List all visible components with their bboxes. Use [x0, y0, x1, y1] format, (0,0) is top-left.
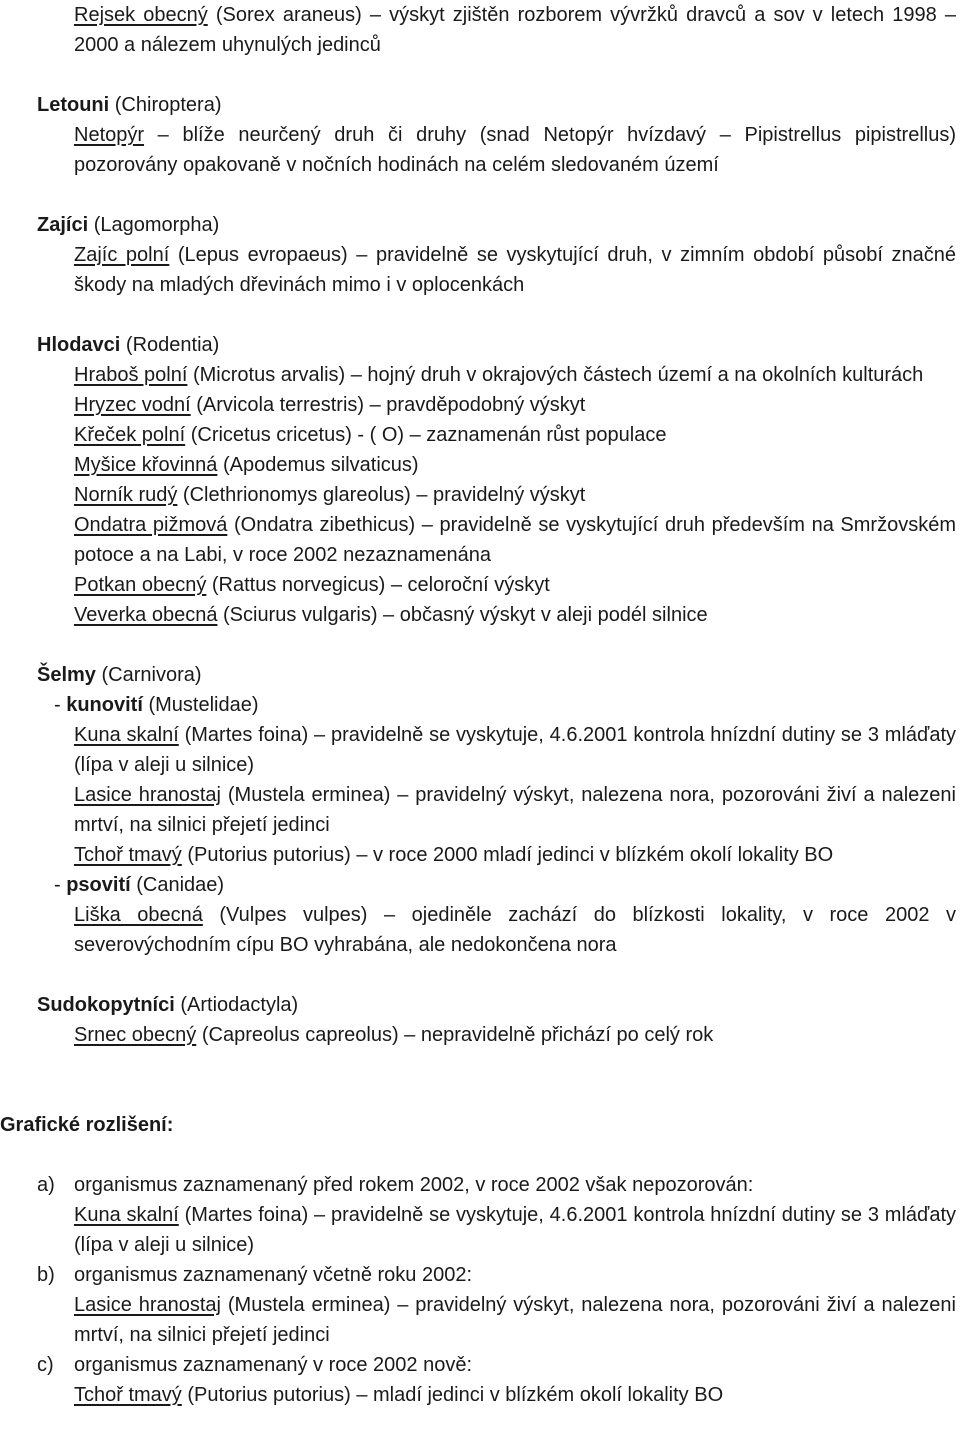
- list-label: b): [37, 1264, 55, 1286]
- subsection-heading-psoviti: - psovití (Canidae): [54, 874, 225, 896]
- species-entry: [0, 240, 960, 300]
- list-label: c): [37, 1354, 54, 1376]
- species-name: Myšice křovinná: [74, 454, 218, 476]
- species-entry-rejsek: [0, 0, 960, 60]
- species-entry: [0, 360, 960, 390]
- species-entry: [0, 510, 960, 570]
- species-name: Liška obecná: [74, 904, 203, 926]
- species-entry: [0, 570, 960, 600]
- species-description: (Mustela erminea) – pravidelný výskyt, nalezena nora, pozorováni živí a nalezeni mrtví, na silnici přejetí jedinci: [74, 784, 956, 836]
- species-entry: [0, 1020, 960, 1050]
- species-name: Veverka obecná: [74, 604, 218, 626]
- section-heading-zajici: Zajíci (Lagomorpha): [37, 214, 220, 236]
- species-name: Lasice hranostaj: [74, 784, 221, 806]
- species-name: Kuna skalní: [74, 1204, 179, 1226]
- list-label: a): [37, 1174, 55, 1196]
- legend-item-a: [0, 1170, 960, 1260]
- species-description: (Mustela erminea) – pravidelný výskyt, nalezena nora, pozorováni živí a nalezeni mrtví, na silnici přejetí jedinci: [74, 1294, 956, 1346]
- species-description: (Sorex araneus) – výskyt zjištěn rozborem vývržků dravců a sov v letech 1998 – 2000 a nálezem uhynulých jedinců: [74, 4, 956, 56]
- legend-item-b: [0, 1260, 960, 1350]
- species-description: (Putorius putorius) – v roce 2000 mladí jedinci v blízkém okolí lokality BO: [181, 844, 834, 866]
- section-heading-letouni: Letouni (Chiroptera): [37, 94, 222, 116]
- species-name: Kuna skalní: [74, 724, 179, 746]
- species-description: (Lepus evropaeus) – pravidelně se vyskytující druh, v zimním období působí značné škody na mladých dřevinách mimo i v oplocenkách: [74, 244, 957, 296]
- species-description: (Vulpes vulpes) – ojediněle zachází do blízkosti lokality, v roce 2002 v severovýchodním cípu BO vyhrabána, ale nedokončena nora: [74, 904, 956, 956]
- species-entry: [0, 450, 960, 480]
- species-name: Lasice hranostaj: [74, 1294, 221, 1316]
- legend-item-c: [0, 1350, 960, 1410]
- species-entry: [74, 1290, 956, 1350]
- species-name: Zajíc polní: [74, 244, 170, 266]
- species-name: Ondatra pižmová: [74, 514, 228, 536]
- species-name: Rejsek obecný: [74, 4, 208, 26]
- species-entry: [0, 840, 960, 870]
- species-entry: [0, 720, 960, 780]
- species-name: Tchoř tmavý: [74, 844, 182, 866]
- species-entry: [0, 480, 960, 510]
- species-name: Srnec obecný: [74, 1024, 197, 1046]
- species-description: (Arvicola terrestris) – pravděpodobný výskyt: [190, 394, 586, 416]
- legend-text: organismus zaznamenaný včetně roku 2002:: [74, 1264, 473, 1286]
- species-description: (Martes foina) – pravidelně se vyskytuje, 4.6.2001 kontrola hnízdní dutiny se 3 mláďaty (lípa v aleji u silnice): [74, 724, 956, 776]
- species-name: Křeček polní: [74, 424, 186, 446]
- species-entry: [0, 420, 960, 450]
- species-description: (Putorius putorius) – mladí jedinci v blízkém okolí lokality BO: [181, 1384, 724, 1406]
- species-entry: [0, 780, 960, 840]
- legend-text: organismus zaznamenaný před rokem 2002, v roce 2002 však nepozorován:: [74, 1174, 754, 1196]
- subsection-heading-kunoviti: - kunovití (Mustelidae): [54, 694, 259, 716]
- species-description: (Microtus arvalis) – hojný druh v okrajových částech území a na okolních kulturách: [187, 364, 924, 386]
- species-description: (Rattus norvegicus) – celoroční výskyt: [206, 574, 550, 596]
- section-heading-sudokopytnici: Sudokopytníci (Artiodactyla): [37, 994, 299, 1016]
- species-description: (Cricetus cricetus) - ( O) – zaznamenán růst populace: [185, 424, 667, 446]
- species-entry: [0, 600, 960, 630]
- species-entry: [0, 900, 960, 960]
- species-entry: [0, 390, 960, 420]
- species-description: (Sciurus vulgaris) – občasný výskyt v aleji podél silnice: [217, 604, 708, 626]
- species-description: (Capreolus capreolus) – nepravidelně přichází po celý rok: [196, 1024, 714, 1046]
- section-heading-selmy: Šelmy (Carnivora): [37, 664, 202, 686]
- legend-heading: Grafické rozlišení:: [0, 1114, 174, 1136]
- species-entry: [0, 120, 960, 180]
- species-name: Hraboš polní: [74, 364, 188, 386]
- species-description: (Apodemus silvaticus): [217, 454, 419, 476]
- legend-text: organismus zaznamenaný v roce 2002 nově:: [74, 1354, 473, 1376]
- species-entry: [74, 1200, 956, 1260]
- species-name: Tchoř tmavý: [74, 1384, 182, 1406]
- section-heading-hlodavci: Hlodavci (Rodentia): [37, 334, 220, 356]
- species-description: (Ondatra zibethicus) – pravidelně se vyskytující druh především na Smržovském potoce a na Labi, v roce 2002 nezaznamenána: [74, 514, 956, 566]
- species-name: Netopýr: [74, 124, 145, 146]
- species-description: – blíže neurčený druh či druhy (snad Netopýr hvízdavý – Pipistrellus pipistrellus) pozorovány opakovaně v nočních hodinách na celém sledovaném území: [74, 124, 956, 176]
- species-description: (Martes foina) – pravidelně se vyskytuje, 4.6.2001 kontrola hnízdní dutiny se 3 mláďaty (lípa v aleji u silnice): [74, 1204, 956, 1256]
- species-name: Norník rudý: [74, 484, 178, 506]
- species-description: (Clethrionomys glareolus) – pravidelný výskyt: [177, 484, 586, 506]
- species-entry: [74, 1380, 956, 1410]
- species-name: Potkan obecný: [74, 574, 207, 596]
- species-name: Hryzec vodní: [74, 394, 191, 416]
